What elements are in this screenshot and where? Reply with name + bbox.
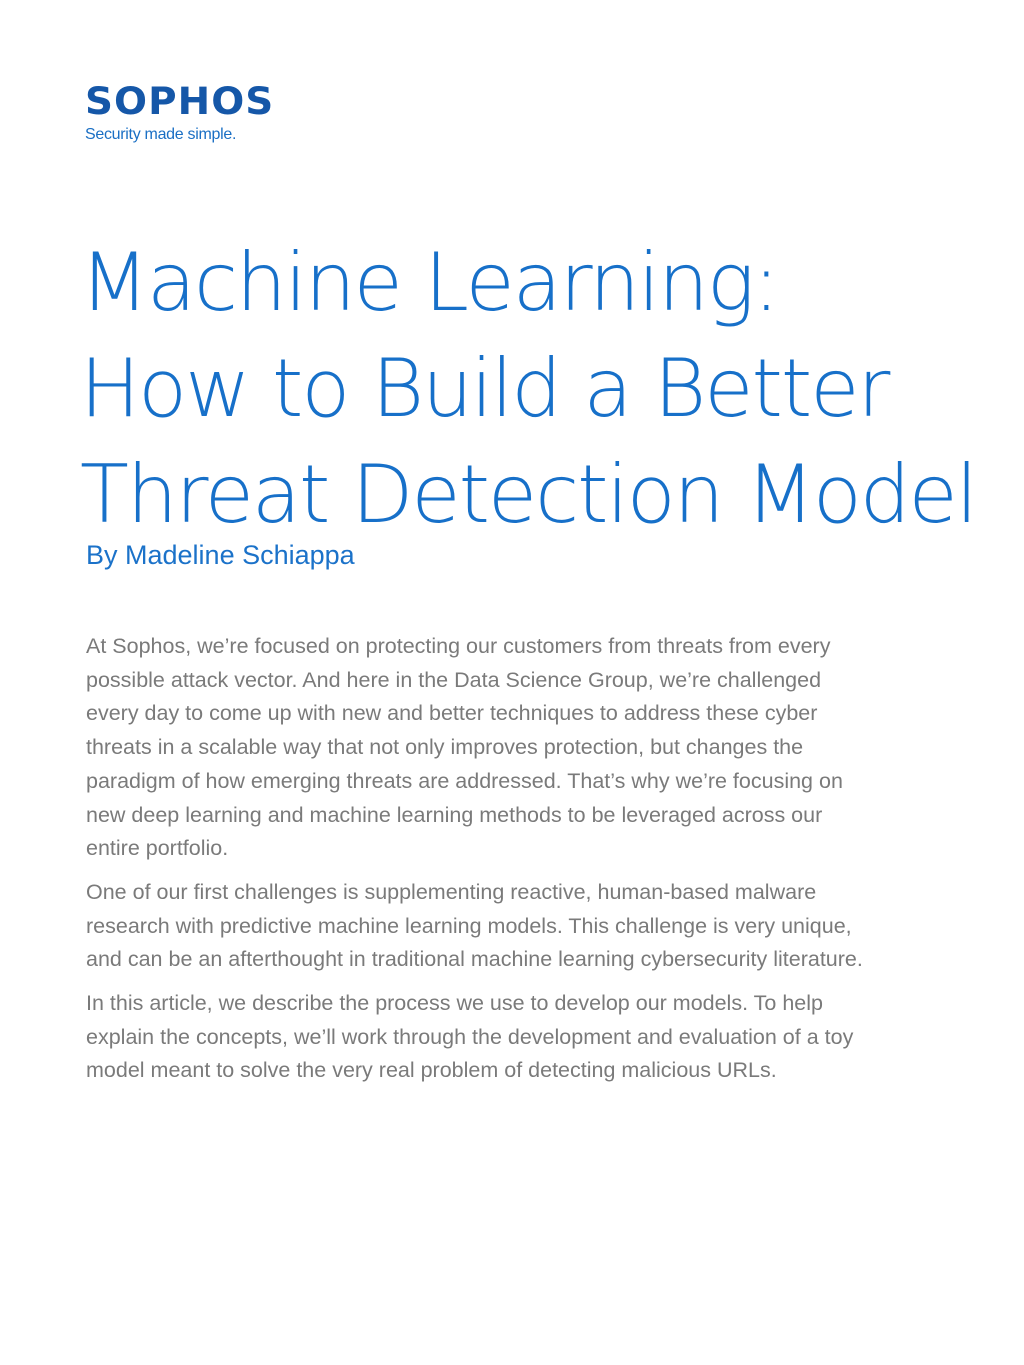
body-paragraph: At Sophos, we’re focused on protecting our customers from threats from every possible attack vector. And here in the Data Science Group, we’re challenged every day to come up with new and better techniques to address these cyber threats in a scalable way that not only improves protection, but changes the paradigm of how emerging threats are addressed. That’s why we’re focusing on new deep learning and machine learning methods to be leveraged across our entire portfolio. [86, 634, 843, 861]
article-body [86, 630, 876, 1098]
document-title [80, 230, 976, 548]
title-line: How to Build a Better [80, 342, 889, 435]
title-line: Threat Detection Model [80, 448, 976, 541]
logo-wordmark: SOPHOS [85, 80, 275, 123]
body-paragraph: One of our first challenges is supplementing reactive, human-based malware research with predictive machine learning models. This challenge is very unique, and can be an afterthought in traditional machine learning cybersecurity literature. [86, 879, 863, 972]
logo-tagline: Security made simple. [85, 126, 237, 143]
body-paragraph: In this article, we describe the process we use to develop our models. To help explain the concepts, we’ll work through the development and evaluation of a toy model meant to solve the very real problem of detecting malicious URLs. [86, 991, 854, 1083]
title-line: Machine Learning: [80, 236, 778, 329]
author-byline: By Madeline Schiappa [86, 540, 355, 570]
sophos-logo [85, 80, 275, 145]
